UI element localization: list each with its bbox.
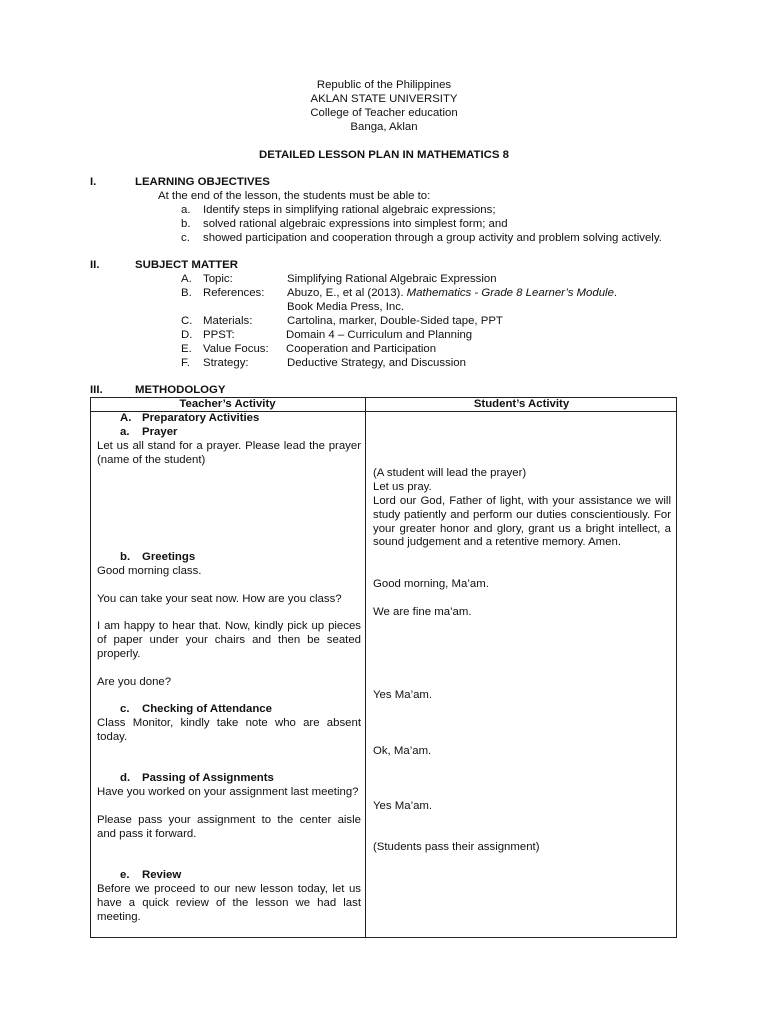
- subject-label: Materials:: [203, 315, 253, 327]
- prayer-marker: a.: [120, 426, 130, 438]
- prep-marker: A.: [120, 412, 132, 424]
- subject-label: Strategy:: [203, 357, 249, 369]
- assignments-student-text: (Students pass their assignment): [373, 841, 540, 853]
- student-activity-header: Student’s Activity: [473, 398, 570, 410]
- assignments-teacher-text: Please pass your assignment to the center aisle and pass it forward.: [97, 814, 361, 840]
- section1-intro: At the end of the lesson, the students must be able to:: [158, 190, 431, 202]
- subject-value: Cartolina, marker, Double-Sided tape, PPT: [287, 315, 503, 327]
- subject-value: Cooperation and Participation: [286, 343, 437, 355]
- section2-heading: SUBJECT MATTER: [135, 259, 238, 271]
- objective-text: showed participation and cooperation through a group activity and problem solving actively.: [203, 232, 662, 244]
- subject-marker: E.: [181, 343, 192, 355]
- review-heading: Review: [142, 869, 182, 881]
- document-title: DETAILED LESSON PLAN IN MATHEMATICS 8: [259, 149, 509, 161]
- greetings-teacher-text: You can take your seat now. How are you class?: [97, 593, 342, 605]
- section1-heading: LEARNING OBJECTIVES: [135, 176, 270, 188]
- assignments-heading: Passing of Assignments: [142, 772, 274, 784]
- prayer-teacher-text: Let us all stand for a prayer. Please lead the prayer (name of the student): [97, 440, 361, 466]
- reference-publisher: Book Media Press, Inc.: [287, 301, 405, 313]
- table-column-divider: [365, 397, 366, 938]
- greetings-student-text: Yes Ma’am.: [373, 689, 433, 701]
- subject-label: Value Focus:: [203, 343, 269, 355]
- prayer-student-text: Lord our God, Father of light, with your assistance we will study patiently and perform our duties conscientiously. For your greater honor and glory, grant us a bright intellect, a sound judgement and a retentive memory. Amen.: [373, 495, 671, 549]
- review-teacher-text: Before we proceed to our new lesson today, let us have a quick review of the lesson we had last meeting.: [97, 883, 361, 923]
- attendance-heading: Checking of Attendance: [142, 703, 272, 715]
- reference-period: .: [613, 287, 618, 299]
- subject-value: [287, 287, 617, 299]
- subject-marker: A.: [181, 273, 192, 285]
- prayer-student-note: (A student will lead the prayer): [373, 467, 527, 479]
- assignments-teacher-text: Have you worked on your assignment last meeting?: [97, 786, 359, 798]
- objective-text: Identify steps in simplifying rational algebraic expressions;: [203, 204, 496, 216]
- objective-text: solved rational algebraic expressions into simplest form; and: [203, 218, 508, 230]
- subject-marker: B.: [181, 287, 192, 299]
- greetings-marker: b.: [120, 551, 131, 563]
- reference-authors: Abuzo, E., et al (2013).: [287, 287, 407, 299]
- subject-label: PPST:: [203, 329, 235, 341]
- subject-value: Deductive Strategy, and Discussion: [287, 357, 466, 369]
- attendance-student-text: Ok, Ma’am.: [373, 745, 432, 757]
- review-marker: e.: [120, 869, 130, 881]
- reference-title: Mathematics - Grade 8 Learner’s Module: [406, 287, 614, 299]
- prayer-student-opening: Let us pray.: [373, 481, 432, 493]
- section3-number: III.: [90, 384, 103, 396]
- section3-heading: METHODOLOGY: [135, 384, 226, 396]
- greetings-teacher-text: Are you done?: [97, 676, 172, 688]
- header-college: College of Teacher education: [310, 107, 458, 119]
- objective-marker: b.: [181, 218, 191, 230]
- subject-marker: F.: [181, 357, 190, 369]
- header-republic: Republic of the Philippines: [316, 79, 452, 91]
- prayer-heading: Prayer: [142, 426, 178, 438]
- subject-marker: D.: [181, 329, 193, 341]
- greetings-student-text: We are fine ma’am.: [373, 606, 472, 618]
- subject-marker: C.: [181, 315, 193, 327]
- subject-label: References:: [203, 287, 265, 299]
- header-university: AKLAN STATE UNIVERSITY: [310, 93, 458, 105]
- greetings-heading: Greetings: [142, 551, 196, 563]
- attendance-teacher-text: Class Monitor, kindly take note who are absent today.: [97, 717, 361, 743]
- greetings-student-text: Good morning, Ma’am.: [373, 578, 489, 590]
- objective-marker: c.: [181, 232, 190, 244]
- attendance-marker: c.: [120, 703, 130, 715]
- section2-number: II.: [90, 259, 100, 271]
- assignments-student-text: Yes Ma’am.: [373, 800, 433, 812]
- teacher-activity-header: Teacher’s Activity: [179, 398, 276, 410]
- prep-heading: Preparatory Activities: [142, 412, 260, 424]
- objective-marker: a.: [181, 204, 191, 216]
- subject-value: Simplifying Rational Algebraic Expression: [287, 273, 497, 285]
- assignments-marker: d.: [120, 772, 131, 784]
- greetings-teacher-text: Good morning class.: [97, 565, 202, 577]
- subject-value: Domain 4 – Curriculum and Planning: [286, 329, 473, 341]
- greetings-teacher-text: I am happy to hear that. Now, kindly pick up pieces of paper under your chairs and then be seated properly.: [97, 620, 361, 660]
- subject-label: Topic:: [203, 273, 233, 285]
- section1-number: I.: [90, 176, 97, 188]
- header-location: Banga, Aklan: [350, 121, 418, 133]
